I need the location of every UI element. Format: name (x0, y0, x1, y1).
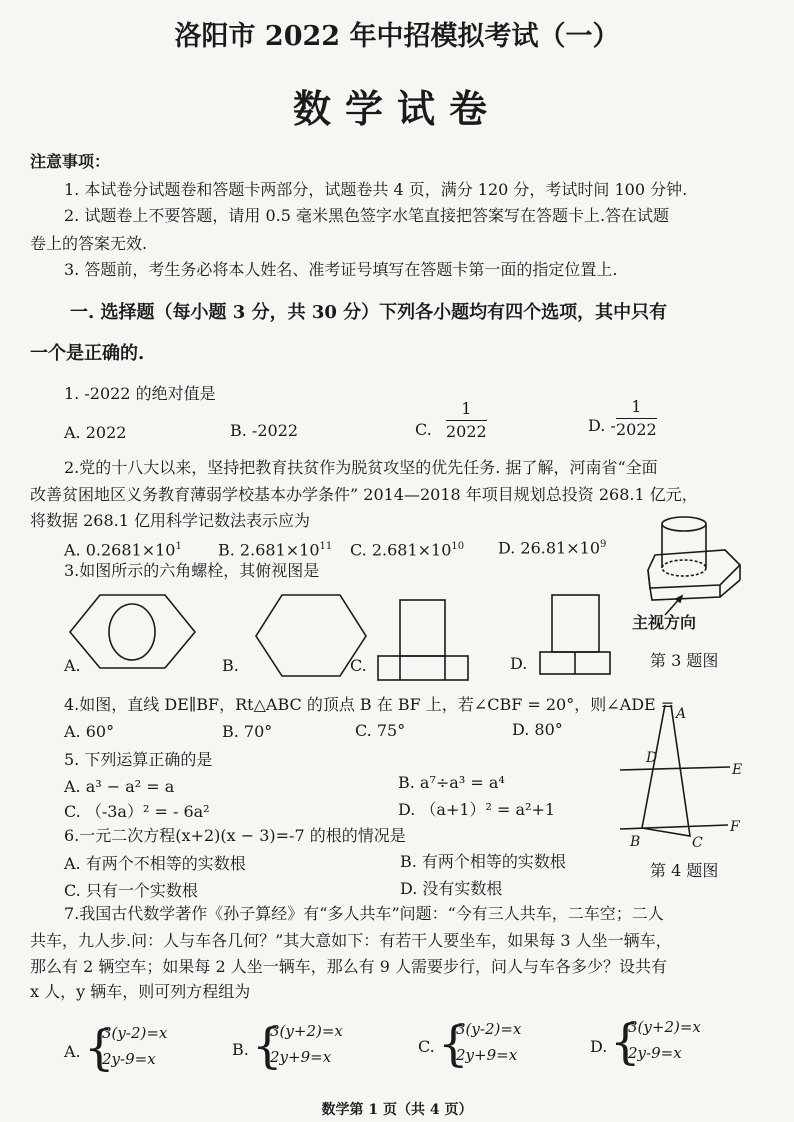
q3-option-d: D. (510, 654, 528, 673)
q6-option-b: B. 有两个相等的实数根 (400, 852, 566, 871)
q3-caption: 第 3 题图 (650, 651, 719, 670)
page-footer: 数学第 1 页（共 4 页） (321, 1102, 473, 1118)
q7-option-a-label: A. (64, 1042, 81, 1061)
q4-caption: 第 4 题图 (650, 861, 719, 880)
q5-option-b: B. a⁷÷a³ = a⁴ (398, 773, 505, 792)
q2-option-a: A. $0.2681\times 10^1$ (64, 540, 182, 560)
section-heading: 一. 选择题（每小题 3 分，共 30 分）下列各小题均有四个选项，其中只有 (70, 302, 668, 323)
q1-option-c: C. (415, 420, 432, 439)
q2-stem: 将数据 268.1 亿用科学记数法表示应为 (30, 511, 310, 530)
point-label-c: C (692, 835, 703, 851)
q3-figure-d (552, 595, 599, 652)
point-label-a: A (676, 706, 687, 722)
q4-option-d: D. 80° (512, 720, 563, 739)
q7-stem: 共车，九人步.问：人与车各几何？”其大意如下：有若干人要坐车，如果每 3 人坐一辆车， (30, 931, 672, 950)
q1-option-d: D. - (588, 416, 616, 435)
q7-stem: x 人，y 辆车，则可列方程组为 (30, 982, 251, 1001)
q4-option-b: B. 70° (222, 722, 273, 741)
point-label-b: B (630, 834, 641, 850)
q5-option-a: A. a³ − a² = a (64, 777, 175, 796)
notice-item: 1. 本试卷分试题卷和答题卡两部分，试题卷共 4 页，满分 120 分，考试时间 100 分钟. (64, 180, 688, 199)
q2-option-c: C. $2.681\times 10^{10}$ (350, 540, 465, 560)
point-label-f: F (730, 819, 740, 835)
q3-stem: 3.如图所示的六角螺栓，其俯视图是 (64, 561, 320, 580)
q7-stem: 7.我国古代数学著作《孙子算经》有“多人共车”问题：“今有三人共车，二车空；二人 (64, 904, 664, 923)
q3-option-b: B. (222, 656, 239, 675)
q5-stem: 5. 下列运算正确的是 (64, 750, 213, 769)
exam-title: 洛阳市 2022 年中招模拟考试（一） (174, 21, 620, 52)
q3-view-label: 主视方向 (632, 613, 697, 632)
subject-title: 数学试卷 (292, 86, 501, 131)
q4-stem: 4.如图，直线 DE∥BF，Rt△ABC 的顶点 B 在 BF 上，若∠CBF = 20°，则∠ADE = (64, 695, 675, 714)
q3-figure-c (400, 600, 445, 656)
notice-item: 卷上的答案无效. (30, 234, 148, 253)
q1-option-a: A. 2022 (64, 423, 127, 442)
q2-option-d: D. $26.81\times 10^9$ (498, 538, 607, 558)
q6-option-d: D. 没有实数根 (400, 879, 503, 898)
q4-option-c: C. 75° (355, 721, 406, 740)
q6-option-c: C. 只有一个实数根 (64, 881, 198, 900)
q6-stem: 6.一元二次方程(x+2)(x − 3)=-7 的根的情况是 (64, 826, 406, 845)
q5-option-c: C. （-3a）² = - 6a² (64, 802, 210, 821)
q7-option-c-label: C. (418, 1037, 435, 1056)
point-label-e: E (732, 762, 743, 778)
section-heading-cont: 一个是正确的. (30, 343, 145, 364)
q1-fraction-d: $\frac{1}{2022}$ (616, 397, 657, 439)
q4-option-a: A. 60° (64, 722, 115, 741)
notice-heading: 注意事项： (30, 152, 111, 171)
q6-option-a: A. 有两个不相等的实数根 (64, 854, 246, 873)
notice-item: 2. 试题卷上不要答题，请用 0.5 毫米黑色签字水笔直接把答案写在答题卡上.答在试题 (64, 206, 670, 225)
q2-stem: 2.党的十八大以来，坚持把教育扶贫作为脱贫攻坚的优先任务. 据了解，河南省“全面 (64, 458, 658, 477)
q7-option-b-label: B. (232, 1040, 249, 1059)
notice-item: 3. 答题前，考生务必将本人姓名、准考证号填写在答题卡第一面的指定位置上. (64, 260, 618, 279)
q5-option-d: D. （a+1）² = a²+1 (398, 800, 556, 819)
q2-stem: 改善贫困地区义务教育薄弱学校基本办学条件” 2014—2018 年项目规划总投资 268.1 亿元， (30, 485, 698, 504)
q3-option-c: C. (350, 656, 367, 675)
point-label-d: D (646, 750, 658, 766)
q3-figure-a-circle (109, 604, 155, 660)
q1-fraction-c: $\frac{1}{2022}$ (446, 399, 487, 441)
q7-option-d-label: D. (590, 1037, 608, 1056)
q1-stem: 1. -2022 的绝对值是 (64, 384, 216, 403)
q3-option-a: A. (64, 656, 81, 675)
q1-option-b: B. -2022 (230, 421, 299, 440)
q2-option-b: B. $2.681\times 10^{11}$ (218, 540, 333, 560)
q3-figure-a (70, 595, 195, 668)
q4-triangle (642, 705, 690, 836)
q7-stem: 那么有 2 辆空车；如果每 2 人坐一辆车，那么有 9 人需要步行，问人与车各多少？设共有 (30, 957, 668, 976)
